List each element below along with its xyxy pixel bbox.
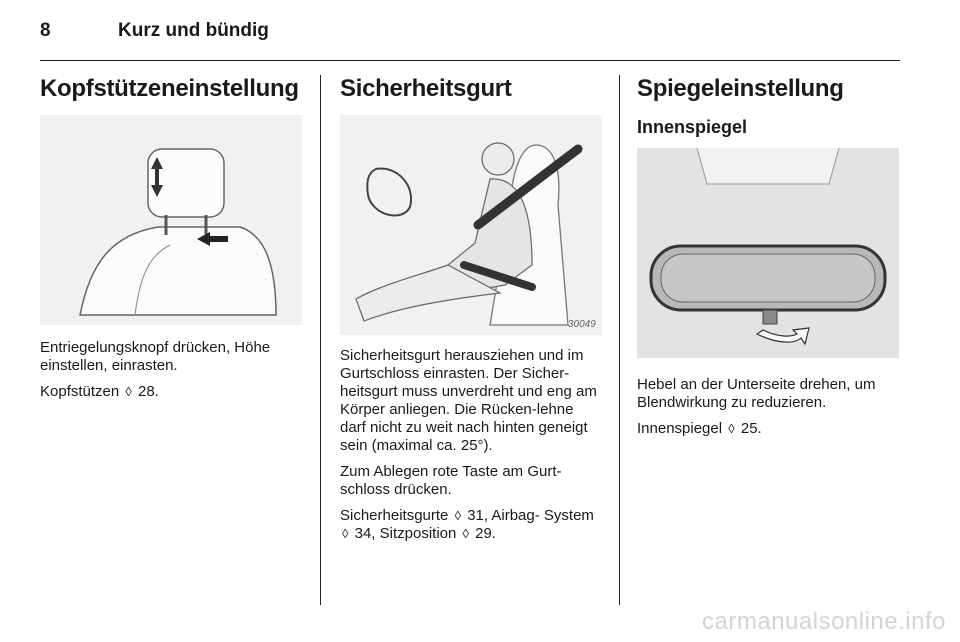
column-headrest <box>40 75 302 409</box>
page-reference-icon: ◊ <box>342 526 349 541</box>
instruction-text: Sicherheitsgurt herausziehen und im Gurtschloss einrasten. Der Sicher-heitsgurt muss unverdreht und eng am Körper anliegen. Die Rücken-lehne darf nicht zu weit nach hinten geneigt sein (maximal ca. 25°). <box>340 347 597 454</box>
instruction-text: Zum Ablegen rote Taste am Gurt-schloss drücken. <box>340 463 562 498</box>
mirror-illustration <box>637 148 899 358</box>
page-reference-icon: ◊ <box>454 508 462 523</box>
page-title: Kurz und bündig <box>118 20 269 41</box>
section-heading: Sicherheitsgurt <box>340 75 512 102</box>
cross-reference: Sicherheitsgurte ◊ 31, Airbag- System ◊ 34, Sitzposition ◊ 29. <box>340 507 594 542</box>
watermark: carmanualsonline.info <box>702 608 946 635</box>
cross-reference: Kopfstützen ◊ 28. <box>40 383 159 400</box>
column-divider-2 <box>619 75 620 605</box>
header-divider <box>40 60 900 61</box>
instruction-text: Hebel an der Unterseite drehen, um Blendwirkung zu reduzieren. <box>637 376 876 411</box>
column-seatbelt <box>340 75 602 551</box>
page-reference-icon: ◊ <box>462 526 469 541</box>
seatbelt-illustration <box>340 115 602 335</box>
column-mirror <box>637 75 899 446</box>
figure-code: 30049 <box>568 319 596 330</box>
cross-reference: Innenspiegel ◊ 25. <box>637 420 762 437</box>
section-subheading: Innenspiegel <box>637 117 748 137</box>
headrest-illustration <box>40 115 302 325</box>
section-heading: Kopfstützeneinstellung <box>40 75 299 102</box>
column-divider-1 <box>320 75 321 605</box>
page-reference-icon: ◊ <box>125 384 132 399</box>
instruction-text: Entriegelungsknopf drücken, Höhe einstellen, einrasten. <box>40 339 271 374</box>
page-reference-icon: ◊ <box>728 421 735 436</box>
page-number: 8 <box>40 20 51 41</box>
section-heading: Spiegeleinstellung <box>637 75 844 102</box>
